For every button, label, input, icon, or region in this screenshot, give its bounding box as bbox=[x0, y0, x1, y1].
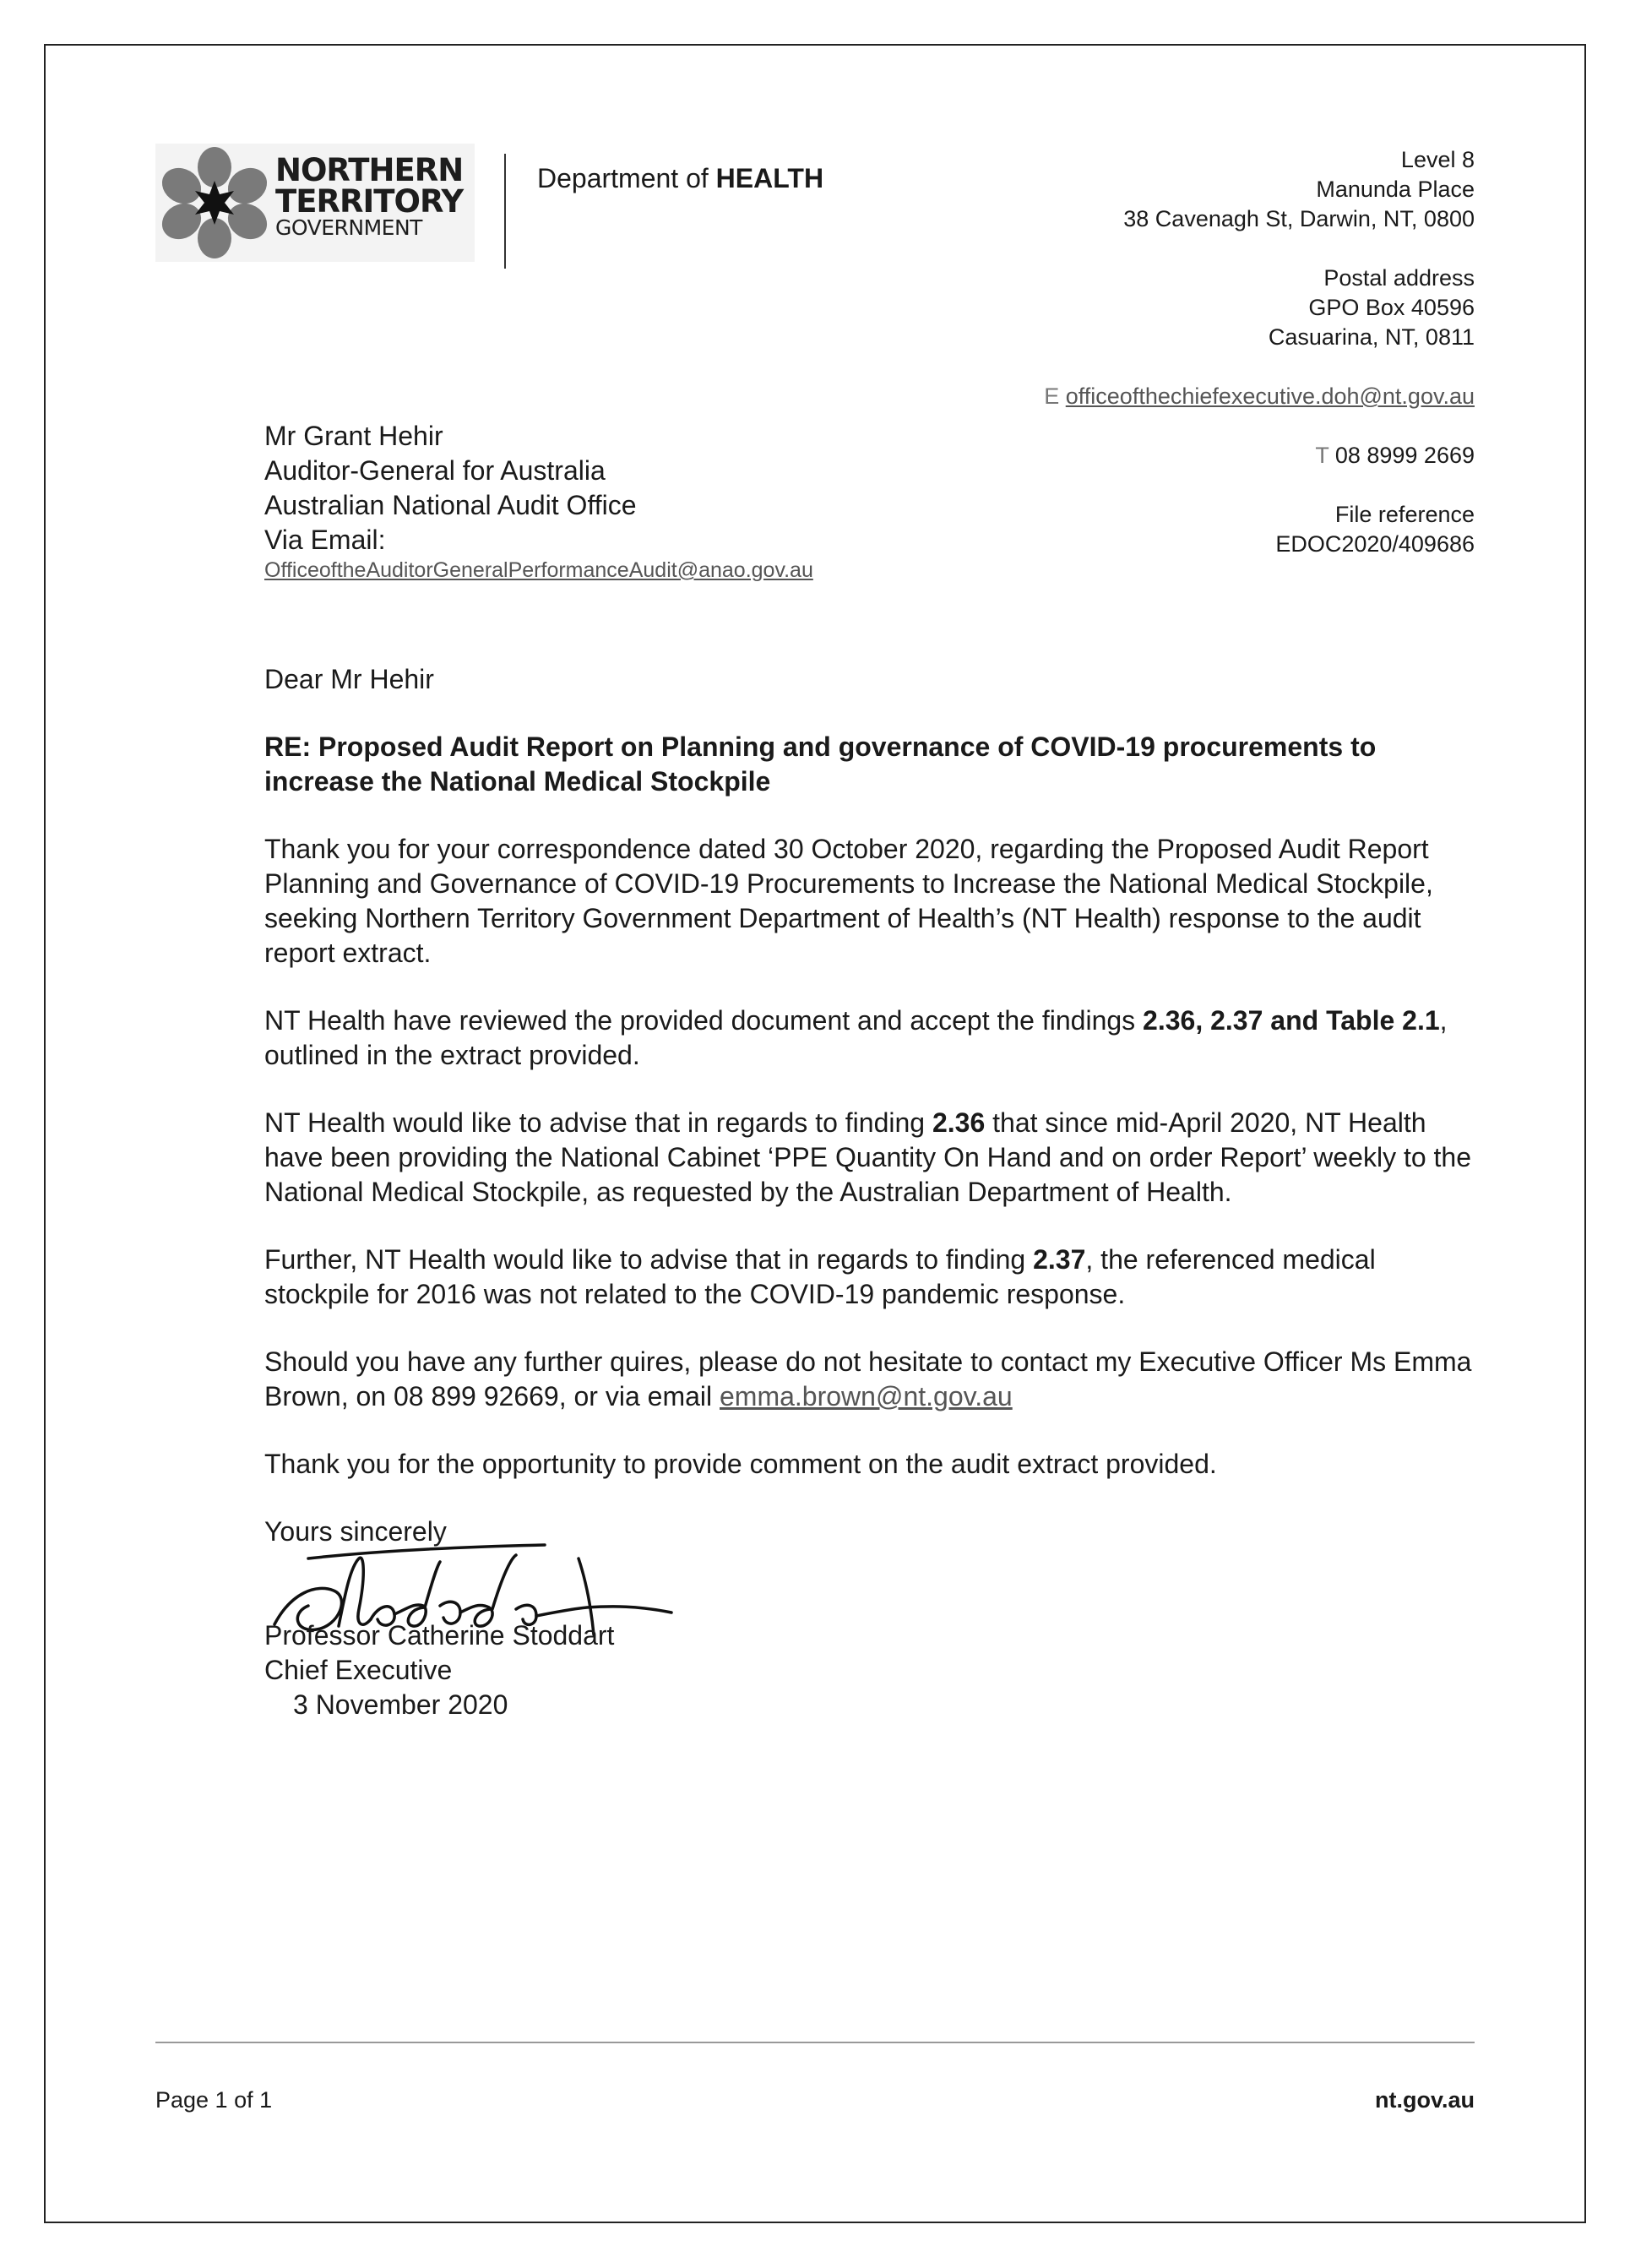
letter-body bbox=[264, 662, 1481, 1515]
postal-address bbox=[1269, 264, 1475, 352]
paragraph-text: NT Health would like to advise that in regards to finding bbox=[264, 1107, 932, 1138]
address-line: 38 Cavenagh St, Darwin, NT, 0800 bbox=[1123, 206, 1475, 231]
logo-line-2: TERRITORY bbox=[275, 183, 464, 220]
finding-reference: 2.37 bbox=[1033, 1244, 1086, 1275]
recipient-title: Auditor-General for Australia bbox=[264, 455, 606, 486]
paragraph-4 bbox=[264, 1243, 1481, 1312]
file-ref-label: File reference bbox=[1334, 502, 1475, 527]
paragraph-text: Further, NT Health would like to advise that in regards to finding bbox=[264, 1244, 1034, 1275]
signatory-title: Chief Executive bbox=[264, 1655, 453, 1685]
finding-reference: 2.36, 2.37 and Table 2.1 bbox=[1143, 1005, 1440, 1036]
street-address bbox=[1123, 145, 1475, 234]
logo-line-3: GOVERNMENT bbox=[275, 215, 422, 240]
recipient-via: Via Email: bbox=[264, 525, 386, 555]
address-line: Manunda Place bbox=[1316, 177, 1475, 202]
footer-website[interactable]: nt.gov.au bbox=[1375, 2087, 1475, 2113]
address-line: Level 8 bbox=[1400, 147, 1475, 172]
recipient-org: Australian National Audit Office bbox=[264, 490, 637, 520]
phone-contact bbox=[1315, 441, 1475, 470]
paragraph-text: NT Health have reviewed the provided document and accept the findings bbox=[264, 1005, 1144, 1036]
recipient-name: Mr Grant Hehir bbox=[264, 421, 443, 451]
contact-email-link[interactable]: emma.brown@nt.gov.au bbox=[720, 1381, 1013, 1411]
paragraph-3 bbox=[264, 1106, 1481, 1210]
signatory-name: Professor Catherine Stoddart bbox=[264, 1620, 615, 1651]
paragraph-5 bbox=[264, 1345, 1481, 1414]
paragraph-text: Should you have any further quires, please do not hesitate to contact my Executive Officer Ms Emma Brown, on 08 899 92669, or via email bbox=[264, 1346, 1472, 1411]
salutation: Dear Mr Hehir bbox=[264, 664, 434, 694]
email-contact bbox=[1044, 382, 1475, 411]
nt-government-logo bbox=[155, 144, 475, 262]
signoff-block bbox=[264, 1515, 614, 1722]
department-name bbox=[537, 163, 823, 194]
office-email-link[interactable]: officeofthechiefexecutive.doh@nt.gov.au bbox=[1065, 383, 1475, 409]
postal-label: Postal address bbox=[1323, 265, 1475, 291]
email-prefix: E bbox=[1044, 383, 1066, 409]
file-ref-value: EDOC2020/409686 bbox=[1275, 531, 1475, 557]
header-divider bbox=[504, 154, 506, 269]
desert-rose-icon bbox=[155, 144, 274, 262]
logo-line-1: NORTHERN bbox=[275, 152, 464, 188]
footer-divider bbox=[155, 2042, 1475, 2043]
paragraph-6: Thank you for the opportunity to provide comment on the audit extract provided. bbox=[264, 1449, 1217, 1479]
finding-reference: 2.36 bbox=[932, 1107, 986, 1138]
paragraph-text: , outlined in the extract provided. bbox=[264, 1005, 1448, 1070]
page-number: Page 1 of 1 bbox=[155, 2087, 273, 2113]
subject-line: RE: Proposed Audit Report on Planning and governance of COVID-19 procurements to increase the National Medical Stockpile bbox=[264, 732, 1377, 797]
recipient-email-link[interactable]: OfficeoftheAuditorGeneralPerformanceAudit@anao.gov.au bbox=[264, 558, 813, 582]
department-prefix: Department of bbox=[537, 163, 716, 193]
recipient-block bbox=[264, 419, 813, 583]
closing: Yours sincerely bbox=[264, 1516, 447, 1547]
paragraph-1: Thank you for your correspondence dated 30 October 2020, regarding the Proposed Audit Report Planning and Governance of COVID-19 Procurements to Increase the National Medical Stockpile, seeking Northern Territory Government Department of Health’s (NT Health) response to the audit report extract. bbox=[264, 834, 1433, 968]
phone-prefix: T bbox=[1315, 443, 1335, 468]
file-reference bbox=[1275, 500, 1475, 559]
paragraph-2 bbox=[264, 1003, 1481, 1073]
paragraph-text: , the referenced medical stockpile for 2016 was not related to the COVID-19 pandemic response. bbox=[264, 1244, 1376, 1309]
letter-date: 3 November 2020 bbox=[293, 1689, 508, 1720]
paragraph-text: that since mid-April 2020, NT Health have been providing the National Cabinet ‘PPE Quantity On Hand and on order Report’ weekly to the National Medical Stockpile, as requested by the Australian Department of Health. bbox=[264, 1107, 1472, 1207]
postal-line: GPO Box 40596 bbox=[1308, 295, 1475, 320]
postal-line: Casuarina, NT, 0811 bbox=[1268, 324, 1475, 350]
department-title: HEALTH bbox=[715, 163, 824, 193]
phone-number: 08 8999 2669 bbox=[1334, 443, 1475, 468]
